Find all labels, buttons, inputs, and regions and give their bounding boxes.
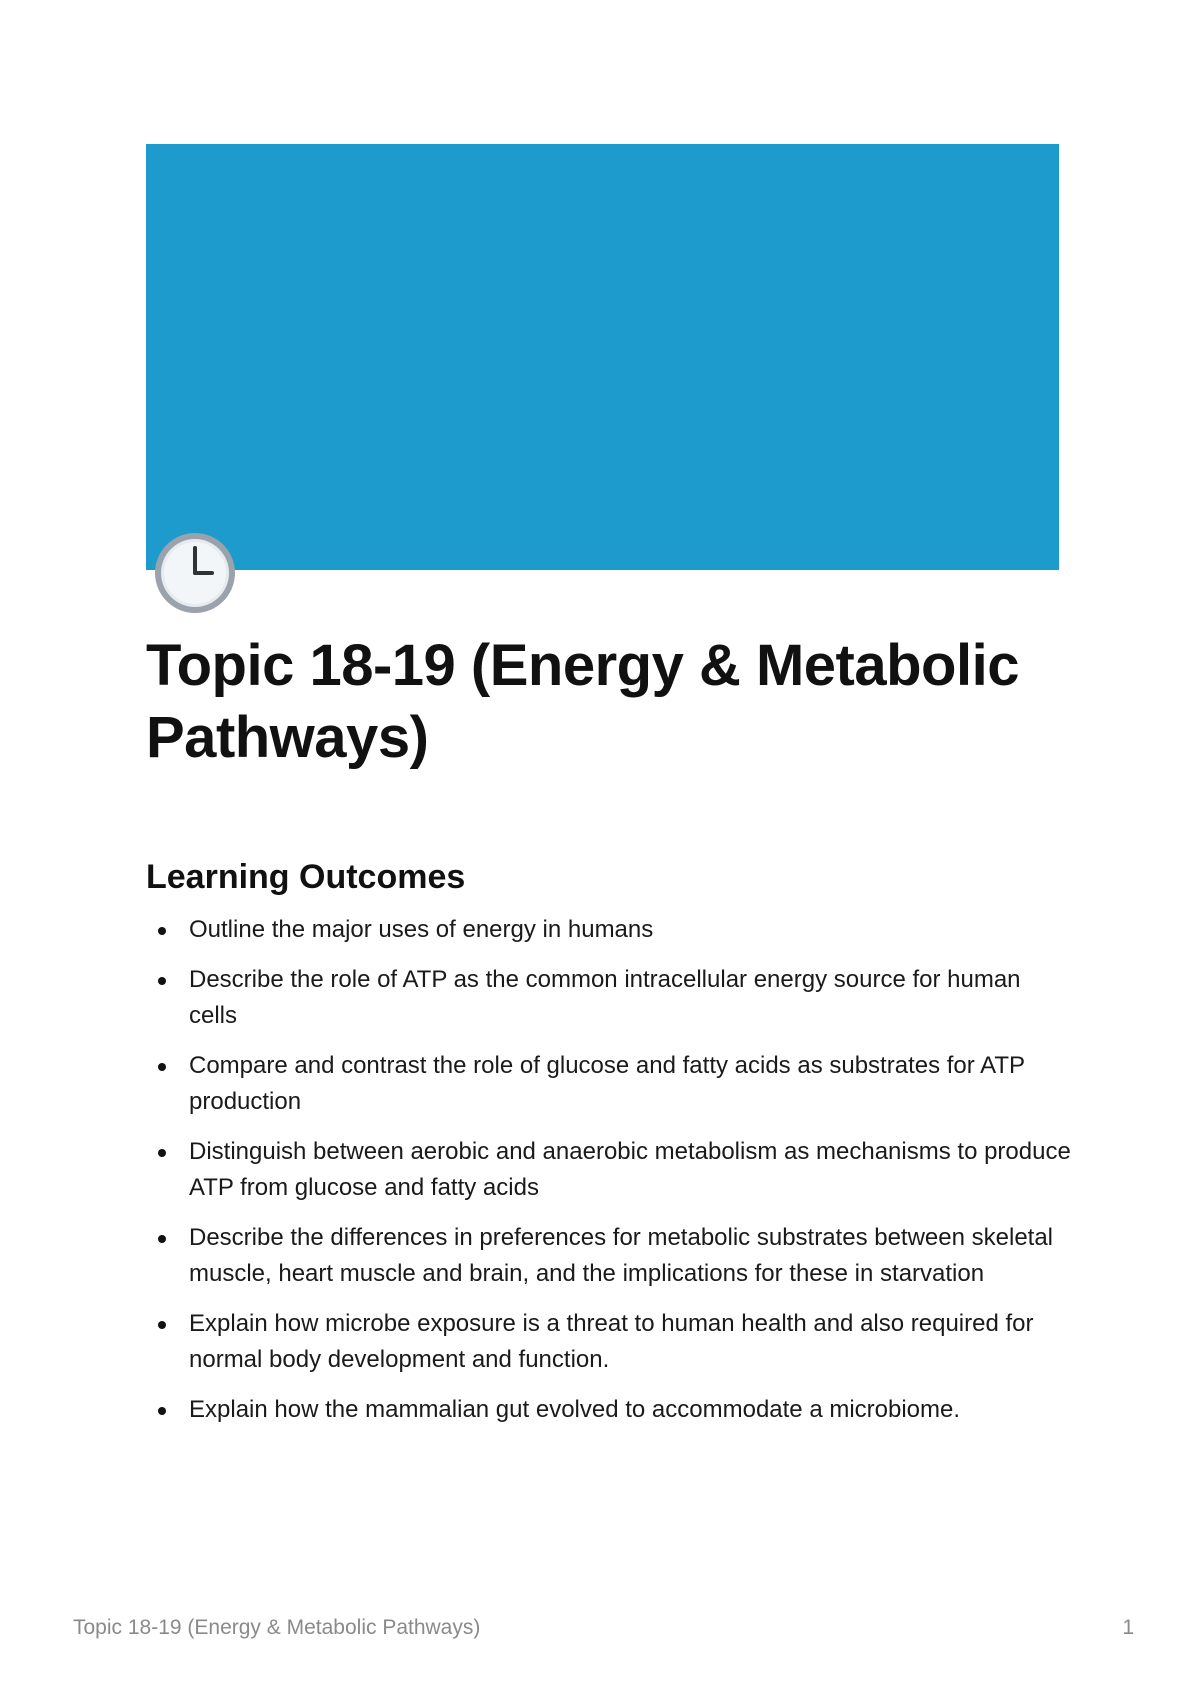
- list-item-text: Explain how microbe exposure is a threat to human health and also required for normal body development and function.: [189, 1310, 1034, 1373]
- list-item-text: Outline the major uses of energy in humans: [189, 916, 654, 943]
- bullet-icon: [158, 1407, 166, 1415]
- page-title: Topic 18-19 (Energy & Metabolic Pathways): [146, 633, 1019, 770]
- bullet-icon: [158, 977, 166, 985]
- footer-title: Topic 18-19 (Energy & Metabolic Pathways): [73, 1616, 481, 1639]
- list-item-text: Describe the differences in preferences for metabolic substrates between skeletal muscle, heart muscle and brain, and the implications for these in starvation: [189, 1224, 1054, 1287]
- bullet-icon: [158, 1235, 166, 1243]
- bullet-icon: [158, 927, 166, 935]
- list-item-text: Explain how the mammalian gut evolved to accommodate a microbiome.: [189, 1396, 961, 1423]
- bullet-icon: [158, 1149, 166, 1157]
- list-item-text: Describe the role of ATP as the common intracellular energy source for human cells: [189, 966, 1021, 1029]
- list-item: [146, 1220, 1071, 1292]
- list-item: [146, 1048, 1071, 1120]
- page-number: 1: [1122, 1616, 1134, 1639]
- list-item-text: Compare and contrast the role of glucose and fatty acids as substrates for ATP production: [189, 1052, 1025, 1115]
- list-item: [146, 912, 1071, 948]
- bullet-icon: [158, 1321, 166, 1329]
- clock-icon: [152, 530, 238, 616]
- list-item: [146, 962, 1071, 1034]
- list-item: [146, 1134, 1071, 1206]
- list-item-text: Distinguish between aerobic and anaerobic metabolism as mechanisms to produce ATP from glucose and fatty acids: [189, 1138, 1071, 1201]
- bullet-icon: [158, 1063, 166, 1071]
- cover-image: [146, 144, 1059, 570]
- list-item: [146, 1392, 1071, 1428]
- section-heading: Learning Outcomes: [146, 858, 466, 896]
- learning-outcomes-list: [146, 912, 1071, 1442]
- list-item: [146, 1306, 1071, 1378]
